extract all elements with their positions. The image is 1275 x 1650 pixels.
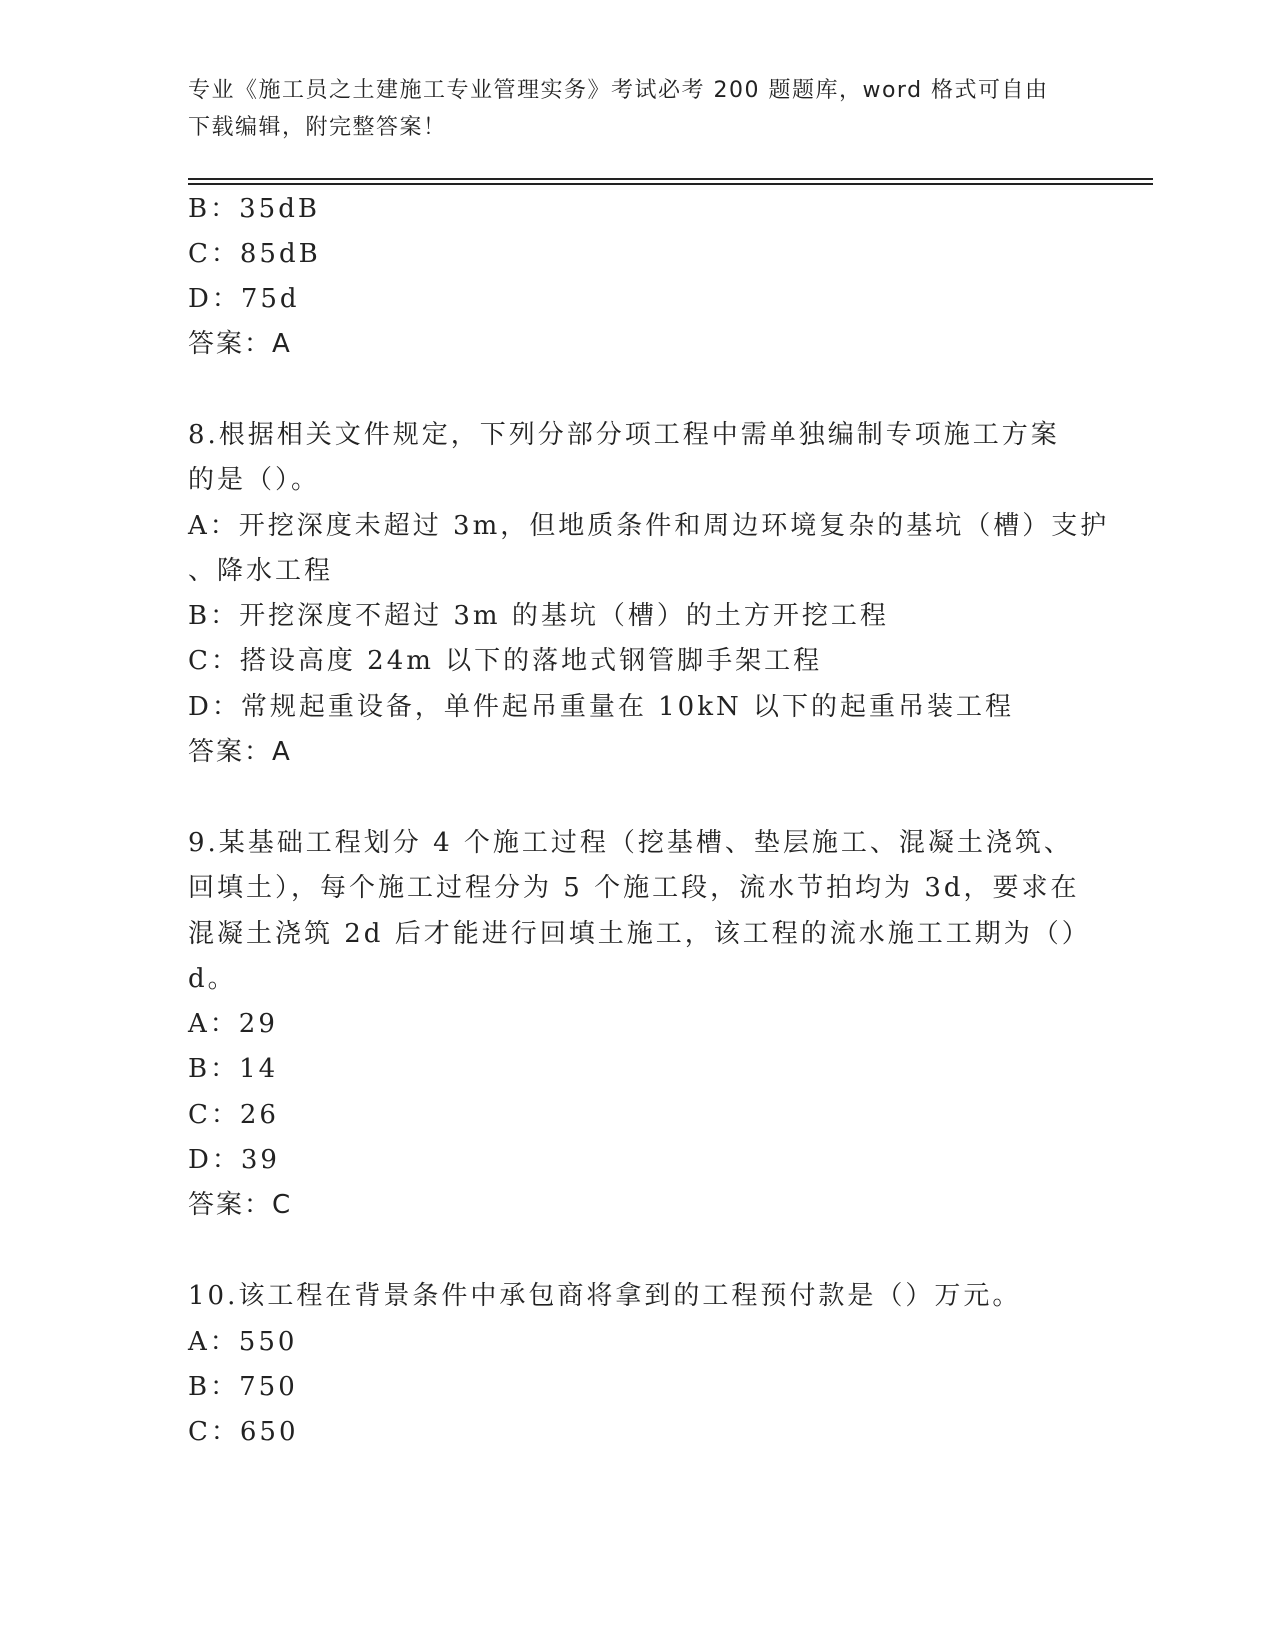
q9-stem-line-4: d。	[188, 964, 237, 994]
q8-option-c: C：搭设高度 24m 以下的落地式钢管脚手架工程	[188, 646, 823, 676]
q7-answer: 答案：A	[188, 329, 292, 359]
document-header	[188, 72, 1088, 146]
q8-option-b: B：开挖深度不超过 3m 的基坑（槽）的土方开挖工程	[188, 601, 889, 631]
q10-option-c: C：650	[188, 1417, 299, 1447]
q8-option-a-line-1: A：开挖深度未超过 3m，但地质条件和周边环境复杂的基坑（槽）支护	[188, 511, 1110, 541]
q8-answer: 答案：A	[188, 737, 292, 767]
q9-stem-line-2: 回填土），每个施工过程分为 5 个施工段，流水节拍均为 3d，要求在	[188, 873, 1080, 903]
q9-option-c: C：26	[188, 1100, 279, 1130]
q9-option-d: D：39	[188, 1145, 280, 1175]
header-divider-bottom	[188, 183, 1153, 185]
q7-option-c: C：85dB	[188, 239, 321, 269]
header-divider-top	[188, 178, 1153, 180]
header-line-2: 下载编辑，附完整答案！	[188, 115, 447, 140]
q8-option-a-line-2: 、降水工程	[188, 556, 334, 586]
q10-option-b: B：750	[188, 1372, 298, 1402]
q9-option-b: B：14	[188, 1054, 279, 1084]
q7-option-d: D：75d	[188, 284, 300, 314]
q9-option-a: A：29	[188, 1009, 278, 1039]
q7-option-b: B：35dB	[188, 194, 320, 224]
header-line-1: 专业《施工员之土建施工专业管理实务》考试必考 200 题题库，word 格式可自由	[188, 78, 1049, 103]
q8-stem-line-1: 8.根据相关文件规定，下列分部分项工程中需单独编制专项施工方案	[188, 420, 1060, 450]
q10-stem-line-1: 10.该工程在背景条件中承包商将拿到的工程预付款是（）万元。	[188, 1281, 1022, 1311]
q10-option-a: A：550	[188, 1327, 298, 1357]
q9-stem-line-3: 混凝土浇筑 2d 后才能进行回填土施工，该工程的流水施工工期为（）	[188, 919, 1091, 949]
q8-option-d: D：常规起重设备，单件起吊重量在 10kN 以下的起重吊装工程	[188, 692, 1014, 722]
q9-stem-line-1: 9.某基础工程划分 4 个施工过程（挖基槽、垫层施工、混凝土浇筑、	[188, 828, 1073, 858]
q9-answer: 答案：C	[188, 1190, 293, 1220]
q8-stem-line-2: 的是（）。	[188, 465, 321, 495]
